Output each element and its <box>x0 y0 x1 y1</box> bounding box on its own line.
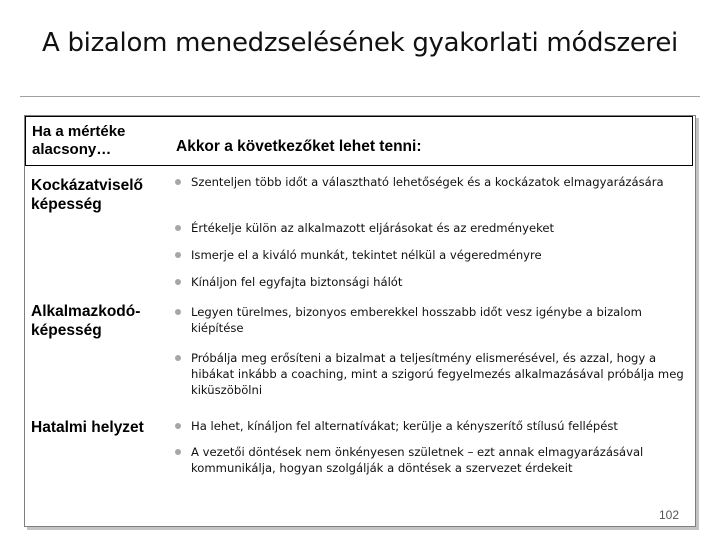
section-label-alkalmazkodo: Alkalmazkodó-képesség <box>31 303 141 339</box>
bullet-icon <box>175 225 181 231</box>
list-item <box>175 304 695 336</box>
bullet-icon <box>175 355 181 361</box>
list-item-text: A vezetői döntések nem önkényesen születnek – ezt annak elmagyarázásával kommunikálja, hogyan szolgálják a döntések a szervezet érdekeit <box>191 445 644 475</box>
list-item-text: Kínáljon fel egyfajta biztonsági hálót <box>191 275 403 289</box>
list-item <box>175 350 695 398</box>
bullet-icon <box>175 279 181 285</box>
bullet-icon <box>175 423 181 429</box>
section-label-hatalmi-helyzet: Hatalmi helyzet <box>31 419 144 436</box>
title-divider <box>20 96 700 97</box>
content-panel <box>24 115 696 527</box>
list-item <box>175 174 695 190</box>
page-number: 102 <box>658 508 679 522</box>
header-left-label: Ha a mértéke alacsony… <box>32 123 126 158</box>
list-item-text: Próbálja meg erősíteni a bizalmat a teljesítmény elismerésével, és azzal, hogy a hibákat inkább a coaching, mint a szigorú fegyelmezés alkalmazásával próbálja meg kiküszöbölni <box>191 351 684 397</box>
list-item-text: Értékelje külön az alkalmazott eljárásokat és az eredményeket <box>191 221 555 235</box>
list-item <box>175 444 695 476</box>
slide-title: A bizalom menedzselésének gyakorlati módszerei <box>42 28 678 58</box>
table-header <box>25 116 693 166</box>
list-item <box>175 418 695 434</box>
list-item-text: Legyen türelmes, bizonyos emberekkel hosszabb időt vesz igénybe a bizalom kiépítése <box>191 305 642 335</box>
list-item-text: Ismerje el a kiváló munkát, tekintet nélkül a végeredményre <box>191 248 542 262</box>
list-item-text: Ha lehet, kínáljon fel alternatívákat; kerülje a kényszerítő stílusú fellépést <box>191 419 618 433</box>
list-item-text: Szenteljen több időt a választható lehetőségek és a kockázatok elmagyarázására <box>191 175 664 189</box>
bullet-icon <box>175 449 181 455</box>
section-label-kockazatviselo: Kockázatviselő képesség <box>31 177 143 213</box>
header-right-label: Akkor a következőket lehet tenni: <box>176 138 422 155</box>
bullet-icon <box>175 252 181 258</box>
list-item <box>175 220 695 236</box>
list-item <box>175 274 695 290</box>
bullet-icon <box>175 309 181 315</box>
list-item <box>175 247 695 263</box>
bullet-icon <box>175 179 181 185</box>
